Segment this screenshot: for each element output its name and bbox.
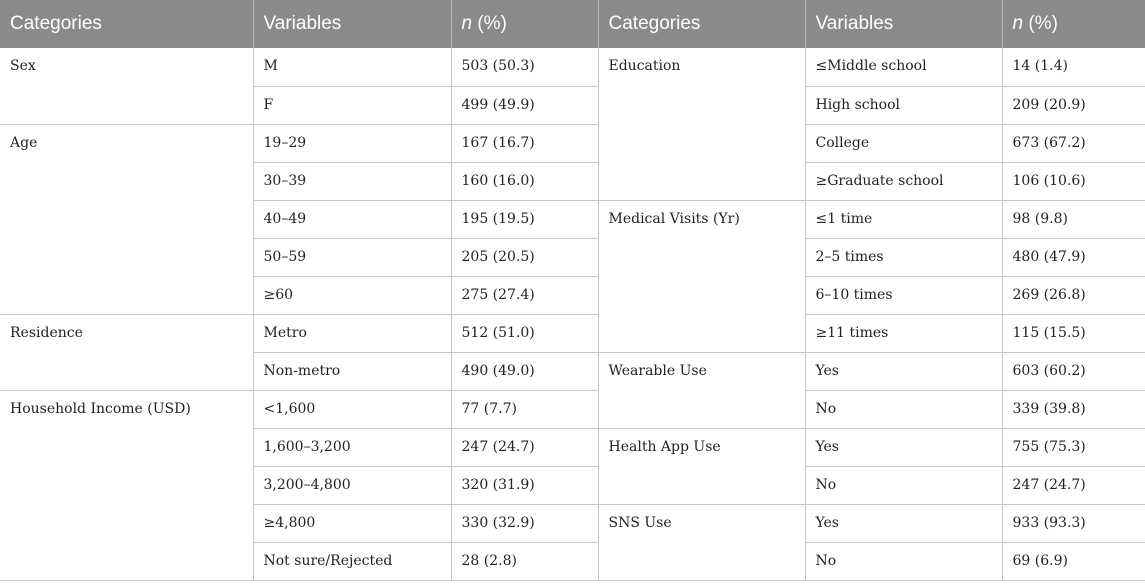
header-n-symbol: n <box>1012 13 1024 34</box>
left-n-percent-cell: 167 (16.7) <box>451 124 598 162</box>
right-variable-cell: ≥11 times <box>805 314 1002 352</box>
left-n-percent-cell: 247 (24.7) <box>451 428 598 466</box>
left-n-percent-cell: 320 (31.9) <box>451 466 598 504</box>
left-n-percent-cell: 160 (16.0) <box>451 162 598 200</box>
right-n-percent-cell: 480 (47.9) <box>1002 238 1145 276</box>
right-n-percent-cell: 98 (9.8) <box>1002 200 1145 238</box>
left-variable-cell: Non-metro <box>253 352 451 390</box>
header-n-symbol: n <box>461 13 473 34</box>
table-row <box>0 48 1145 86</box>
left-variable-cell: 19–29 <box>253 124 451 162</box>
right-category-cell: Medical Visits (Yr) <box>598 200 805 352</box>
header-variables-right: Variables <box>805 0 1002 48</box>
right-n-percent-cell: 209 (20.9) <box>1002 86 1145 124</box>
left-variable-cell: Not sure/Rejected <box>253 542 451 580</box>
left-n-percent-cell: 205 (20.5) <box>451 238 598 276</box>
left-n-percent-cell: 275 (27.4) <box>451 276 598 314</box>
header-percent-symbol: (%) <box>477 13 507 34</box>
table-body <box>0 48 1145 580</box>
left-variable-cell: M <box>253 48 451 86</box>
header-n-percent-left <box>451 0 598 48</box>
left-n-percent-cell: 77 (7.7) <box>451 390 598 428</box>
right-variable-cell: 2–5 times <box>805 238 1002 276</box>
left-n-percent-cell: 512 (51.0) <box>451 314 598 352</box>
right-n-percent-cell: 673 (67.2) <box>1002 124 1145 162</box>
right-n-percent-cell: 755 (75.3) <box>1002 428 1145 466</box>
right-variable-cell: ≤Middle school <box>805 48 1002 86</box>
left-variable-cell: 30–39 <box>253 162 451 200</box>
left-n-percent-cell: 503 (50.3) <box>451 48 598 86</box>
left-category-cell: Sex <box>0 48 253 124</box>
left-variable-cell: Metro <box>253 314 451 352</box>
header-percent-symbol: (%) <box>1028 13 1058 34</box>
header-variables-left: Variables <box>253 0 451 48</box>
right-n-percent-cell: 247 (24.7) <box>1002 466 1145 504</box>
left-variable-cell: 3,200–4,800 <box>253 466 451 504</box>
right-variable-cell: No <box>805 542 1002 580</box>
header-n-percent-right <box>1002 0 1145 48</box>
left-category-cell: Household Income (USD) <box>0 390 253 580</box>
right-category-cell: Education <box>598 48 805 200</box>
left-variable-cell: F <box>253 86 451 124</box>
right-category-cell: Wearable Use <box>598 352 805 428</box>
left-variable-cell: <1,600 <box>253 390 451 428</box>
right-n-percent-cell: 933 (93.3) <box>1002 504 1145 542</box>
table-row <box>0 390 1145 428</box>
header-row <box>0 0 1145 48</box>
right-variable-cell: Yes <box>805 504 1002 542</box>
left-n-percent-cell: 195 (19.5) <box>451 200 598 238</box>
header-categories-left: Categories <box>0 0 253 48</box>
table-row <box>0 124 1145 162</box>
left-n-percent-cell: 499 (49.9) <box>451 86 598 124</box>
right-variable-cell: High school <box>805 86 1002 124</box>
right-variable-cell: ≤1 time <box>805 200 1002 238</box>
right-variable-cell: 6–10 times <box>805 276 1002 314</box>
left-variable-cell: 50–59 <box>253 238 451 276</box>
left-category-cell: Residence <box>0 314 253 390</box>
right-n-percent-cell: 269 (26.8) <box>1002 276 1145 314</box>
left-variable-cell: 1,600–3,200 <box>253 428 451 466</box>
right-category-cell: Health App Use <box>598 428 805 504</box>
left-variable-cell: ≥60 <box>253 276 451 314</box>
left-variable-cell: 40–49 <box>253 200 451 238</box>
right-n-percent-cell: 69 (6.9) <box>1002 542 1145 580</box>
left-n-percent-cell: 28 (2.8) <box>451 542 598 580</box>
right-variable-cell: College <box>805 124 1002 162</box>
right-variable-cell: No <box>805 390 1002 428</box>
right-category-cell: SNS Use <box>598 504 805 580</box>
right-variable-cell: No <box>805 466 1002 504</box>
right-n-percent-cell: 339 (39.8) <box>1002 390 1145 428</box>
table-row <box>0 314 1145 352</box>
right-n-percent-cell: 14 (1.4) <box>1002 48 1145 86</box>
right-variable-cell: Yes <box>805 352 1002 390</box>
table-header <box>0 0 1145 48</box>
right-variable-cell: ≥Graduate school <box>805 162 1002 200</box>
left-n-percent-cell: 490 (49.0) <box>451 352 598 390</box>
right-n-percent-cell: 115 (15.5) <box>1002 314 1145 352</box>
right-n-percent-cell: 106 (10.6) <box>1002 162 1145 200</box>
right-variable-cell: Yes <box>805 428 1002 466</box>
left-category-cell: Age <box>0 124 253 314</box>
header-categories-right: Categories <box>598 0 805 48</box>
left-n-percent-cell: 330 (32.9) <box>451 504 598 542</box>
right-n-percent-cell: 603 (60.2) <box>1002 352 1145 390</box>
left-variable-cell: ≥4,800 <box>253 504 451 542</box>
